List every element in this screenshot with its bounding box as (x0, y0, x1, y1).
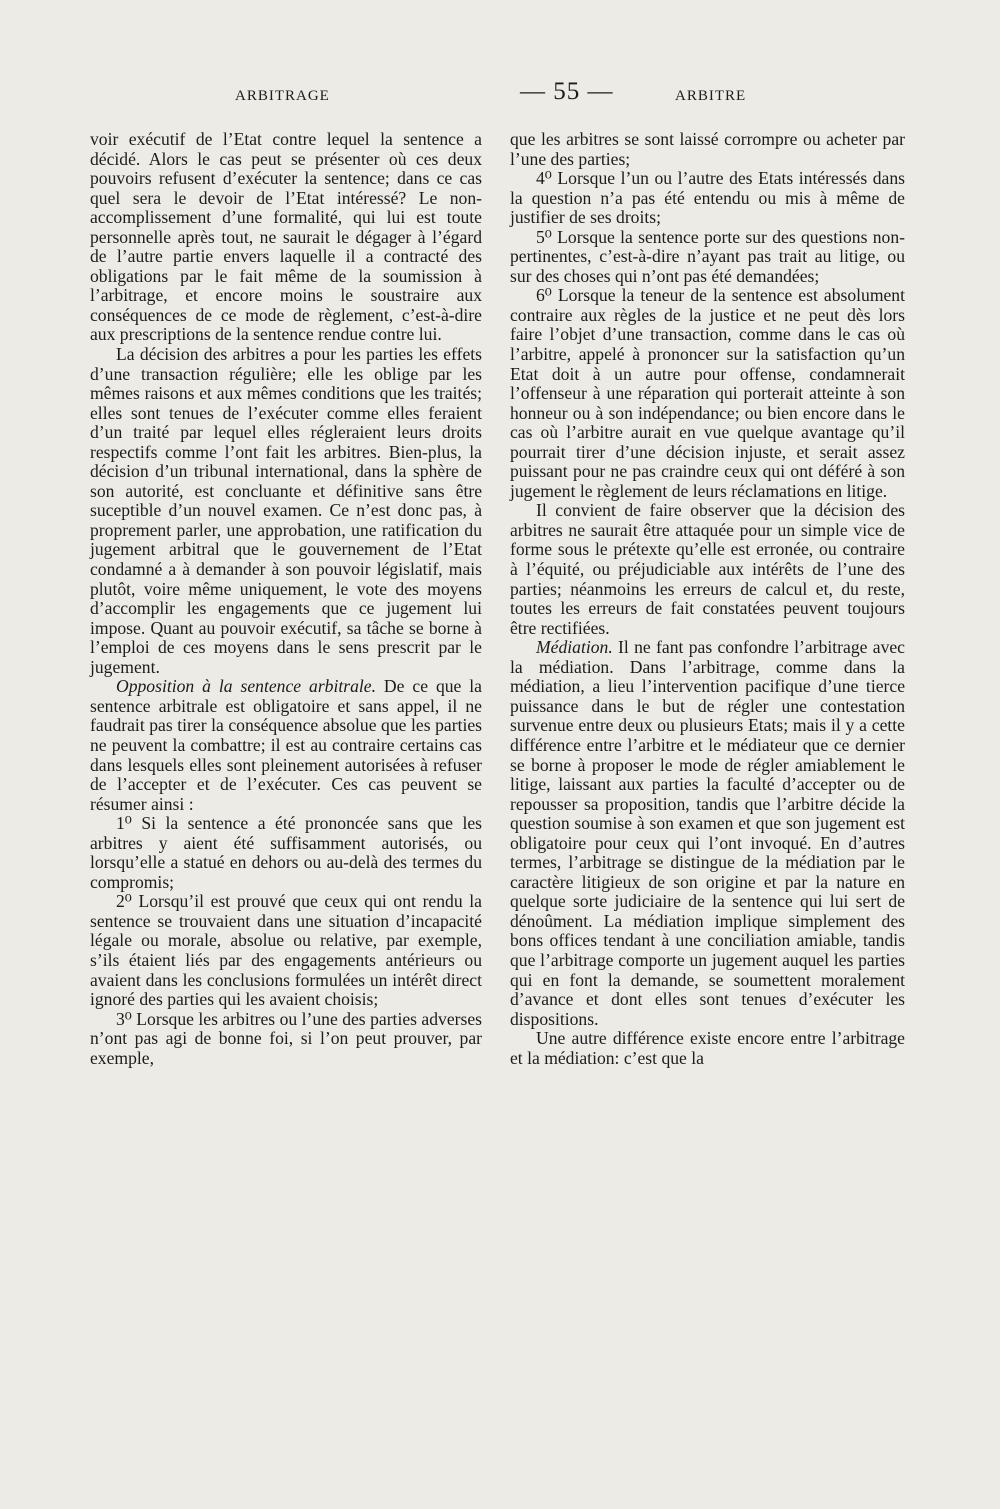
paragraph-text: De ce que la sentence arbitrale est obligatoire et sans appel, il ne faudrait pas tirer la conséquence absolue que les parties ne peuvent la combattre; il est au contraire certains cas dans lesquels elles sont pleinement autorisées à refuser de l’accepter et de l’exécuter. Ces cas peuvent se résumer ainsi : (90, 676, 482, 814)
right-column (510, 130, 905, 1068)
paragraph-text: Il ne fant pas confondre l’arbitrage avec la médiation. Dans l’arbitrage, comme dans la médiation, a lieu l’intervention pacifique d’une tierce puissance dans le but de régler une contestation survenue entre deux ou plusieurs Etats; mais il y a cette différence entre l’arbitre et le médiateur que ce dernier se borne à proposer le mode de régler amiablement le litige, laissant aux parties la faculté d’accepter ou de repousser sa proposition, tandis que l’arbitre décide la question soumise à son examen et que son jugement est obligatoire pour ceux qui l’ont invoqué. En d’autres termes, l’arbitrage se distingue de la médiation par le caractère litigieux de son origine et par la nature en quelque sorte judiciaire de la sentence qui lui sert de dénoûment. La médiation implique simplement des bons offices tendant à une conciliation amiable, tandis que l’arbitrage comporte un jugement auquel les parties qui en font la demande, se soumettent moralement d’avance et dont elles sont tenues d’exécuter les dispositions. (510, 637, 905, 1029)
paragraph: que les arbitres se sont laissé corrompre ou acheter par l’une des parties; (510, 129, 905, 169)
left-column (90, 130, 482, 1068)
list-item: 3⁰ Lorsque les arbitres ou l’une des parties adverses n’ont pas agi de bonne foi, si l’on peut prouver, par exemple, (90, 1008, 482, 1068)
paragraph (510, 638, 905, 1029)
paragraph: Une autre différence existe encore entre l’arbitrage et la médiation: c’est que la (510, 1028, 905, 1068)
page-number: — 55 — (520, 78, 614, 105)
paragraph: La décision des arbitres a pour les parties les effets d’une transaction régulière; elle les oblige par les mêmes raisons et aux mêmes conditions que les traités; elles sont tenues de l’exécuter comme elles feraient d’un traité par lequel elles régleraient leurs droits respectifs comme l’ont fait les arbitres. Bien-plus, la décision d’un tribunal international, dans la sphère de son autorité, est concluante et définitive sans être suceptible d’un nouvel examen. Ce n’est donc pas, à proprement parler, une approbation, une ratification du jugement arbitral que le gouvernement de l’Etat condamné a à demander à son pouvoir législatif, mais plutôt, voire même uniquement, le vote des moyens d’accomplir les engagements que ce jugement lui impose. Quant au pouvoir exécutif, sa tâche se borne à l’emploi de ces moyens dans le sens prescrit par le jugement. (90, 344, 482, 677)
running-header (90, 78, 910, 108)
list-item: 5⁰ Lorsque la sentence porte sur des questions non-pertinentes, c’est-à-dire n’ayant pas trait au litige, ou sur des choses qui n’ont pas été demandées; (510, 226, 905, 286)
paragraph: Il convient de faire observer que la décision des arbitres ne saurait être attaquée pour un simple vice de forme sous le prétexte qu’elle est erronée, ou contraire à l’équité, ou préjudiciable aux intérêts de l’une des parties; néanmoins les erreurs de calcul et, du reste, toutes les erreurs de fait constatées peuvent toujours être rectifiées. (510, 500, 905, 638)
list-item: 2⁰ Lorsqu’il est prouvé que ceux qui ont rendu la sentence se trouvaient dans une situation d’incapacité légale ou morale, absolue ou relative, par exemple, s’ils étaient liés par des engagements antérieurs ou avaient dans les conclusions formulées un intérêt direct ignoré des parties qui les avaient choisis; (90, 891, 482, 1010)
header-left-title: ARBITRAGE (235, 88, 330, 104)
paragraph: voir exécutif de l’Etat contre lequel la sentence a décidé. Alors le cas peut se présenter où ces deux pouvoirs refusent d’exécuter la sentence; dans ce cas quel sera le devoir de l’Etat intéressé? Le non-accomplissement d’une formalité, qui lui est toute personnelle après tout, ne saurait le dégager à l’égard de l’autre partie envers laquelle il a contracté des obligations par le fait même de la soumission à l’arbitrage, et encore moins le soustraire aux conséquences de ce mode de règlement, c’est-à-dire aux prescriptions de la sentence rendue contre lui. (90, 129, 482, 345)
list-item: 1⁰ Si la sentence a été prononcée sans que les arbitres y aient été suffisamment autorisés, ou lorsqu’elle a statué en dehors ou au-delà des termes du compromis; (90, 813, 482, 892)
paragraph (90, 677, 482, 814)
section-heading: Opposition à la sentence arbitrale. (116, 676, 376, 697)
list-item: 4⁰ Lorsque l’un ou l’autre des Etats intéressés dans la question n’a pas été entendu ou mis à même de justifier de ses droits; (510, 168, 905, 228)
list-item: 6⁰ Lorsque la teneur de la sentence est absolument contraire aux règles de la justice et ne peut dès lors faire l’objet d’une transaction, comme dans le cas où l’arbitre, appelé à prononcer sur la satisfaction qu’un Etat doit à un autre pour offense, condamnerait l’offenseur à une réparation qui porterait atteinte à son honneur ou à son indépendance; ou bien encore dans le cas où l’arbitre aurait en vue quelque avantage qu’il pourrait tirer d’une décision injuste, et serait assez puissant pour ne pas craindre ceux qui ont déféré à son jugement le règlement de leurs réclamations en litige. (510, 285, 905, 501)
section-heading: Médiation. (536, 637, 613, 658)
header-right-title: ARBITRE (675, 88, 747, 104)
